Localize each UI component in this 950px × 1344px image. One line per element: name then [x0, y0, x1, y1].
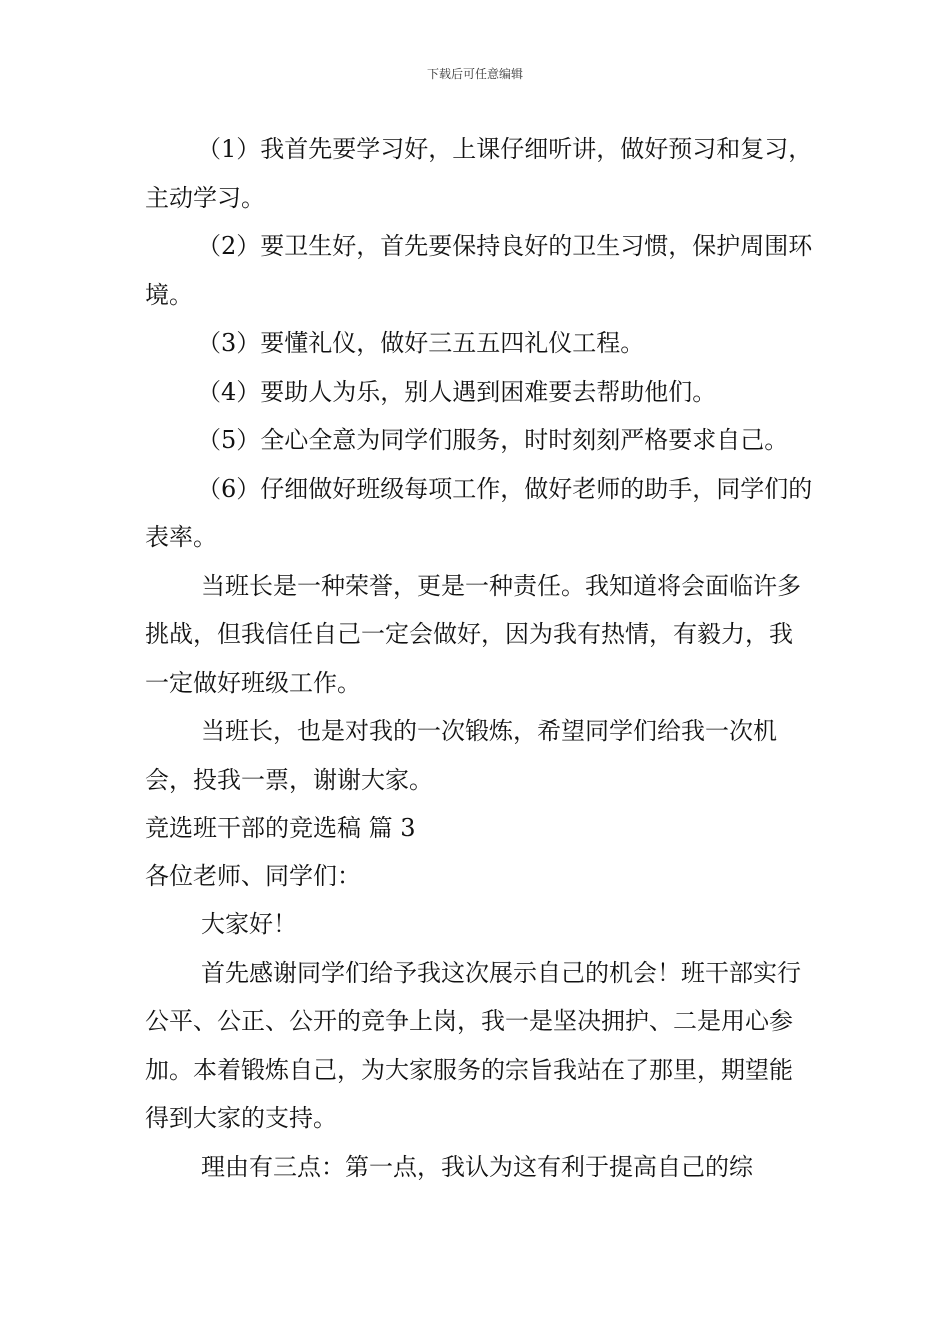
paragraph-reasons: 理由有三点：第一点，我认为这有利于提高自己的综 [201, 1152, 753, 1181]
paragraph-item-4: （4）要助人为乐，别人遇到困难要去帮助他们。 [197, 377, 717, 406]
salutation: 各位老师、同学们： [145, 862, 361, 890]
download-note: 下载后可任意编辑 [426, 67, 523, 81]
document-body [145, 125, 815, 1191]
paragraph-monitor-vote: 当班长，也是对我的一次锻炼，希望同学们给我一次机会，投我一票，谢谢大家。 [145, 717, 777, 794]
paragraph-item-1: （1）我首先要学习好，上课仔细听讲，做好预习和复习，主动学习。 [145, 135, 813, 212]
section-title: 竞选班干部的竞选稿 篇 3 [145, 814, 416, 842]
paragraph-item-6: （6）仔细做好班级每项工作，做好老师的助手，同学们的表率。 [145, 474, 813, 551]
paragraph-item-5: （5）全心全意为同学们服务，时时刻刻严格要求自己。 [197, 426, 789, 454]
paragraph-thanks: 首先感谢同学们给予我这次展示自己的机会！班干部实行公平、公正、公开的竞争上岗，我一是坚决拥护、二是用心参加。本着锻炼自己，为大家服务的宗旨我站在了那里，期望能得到大家的支持。 [145, 958, 801, 1132]
paragraph-item-2: （2）要卫生好，首先要保持良好的卫生习惯，保护周围环境。 [145, 232, 813, 309]
paragraph-monitor-honor: 当班长是一种荣誉，更是一种责任。我知道将会面临许多挑战，但我信任自己一定会做好，因为我有热情，有毅力，我一定做好班级工作。 [145, 571, 801, 697]
greeting: 大家好！ [201, 910, 297, 938]
paragraph-item-3: （3）要懂礼仪，做好三五五四礼仪工程。 [197, 329, 645, 357]
